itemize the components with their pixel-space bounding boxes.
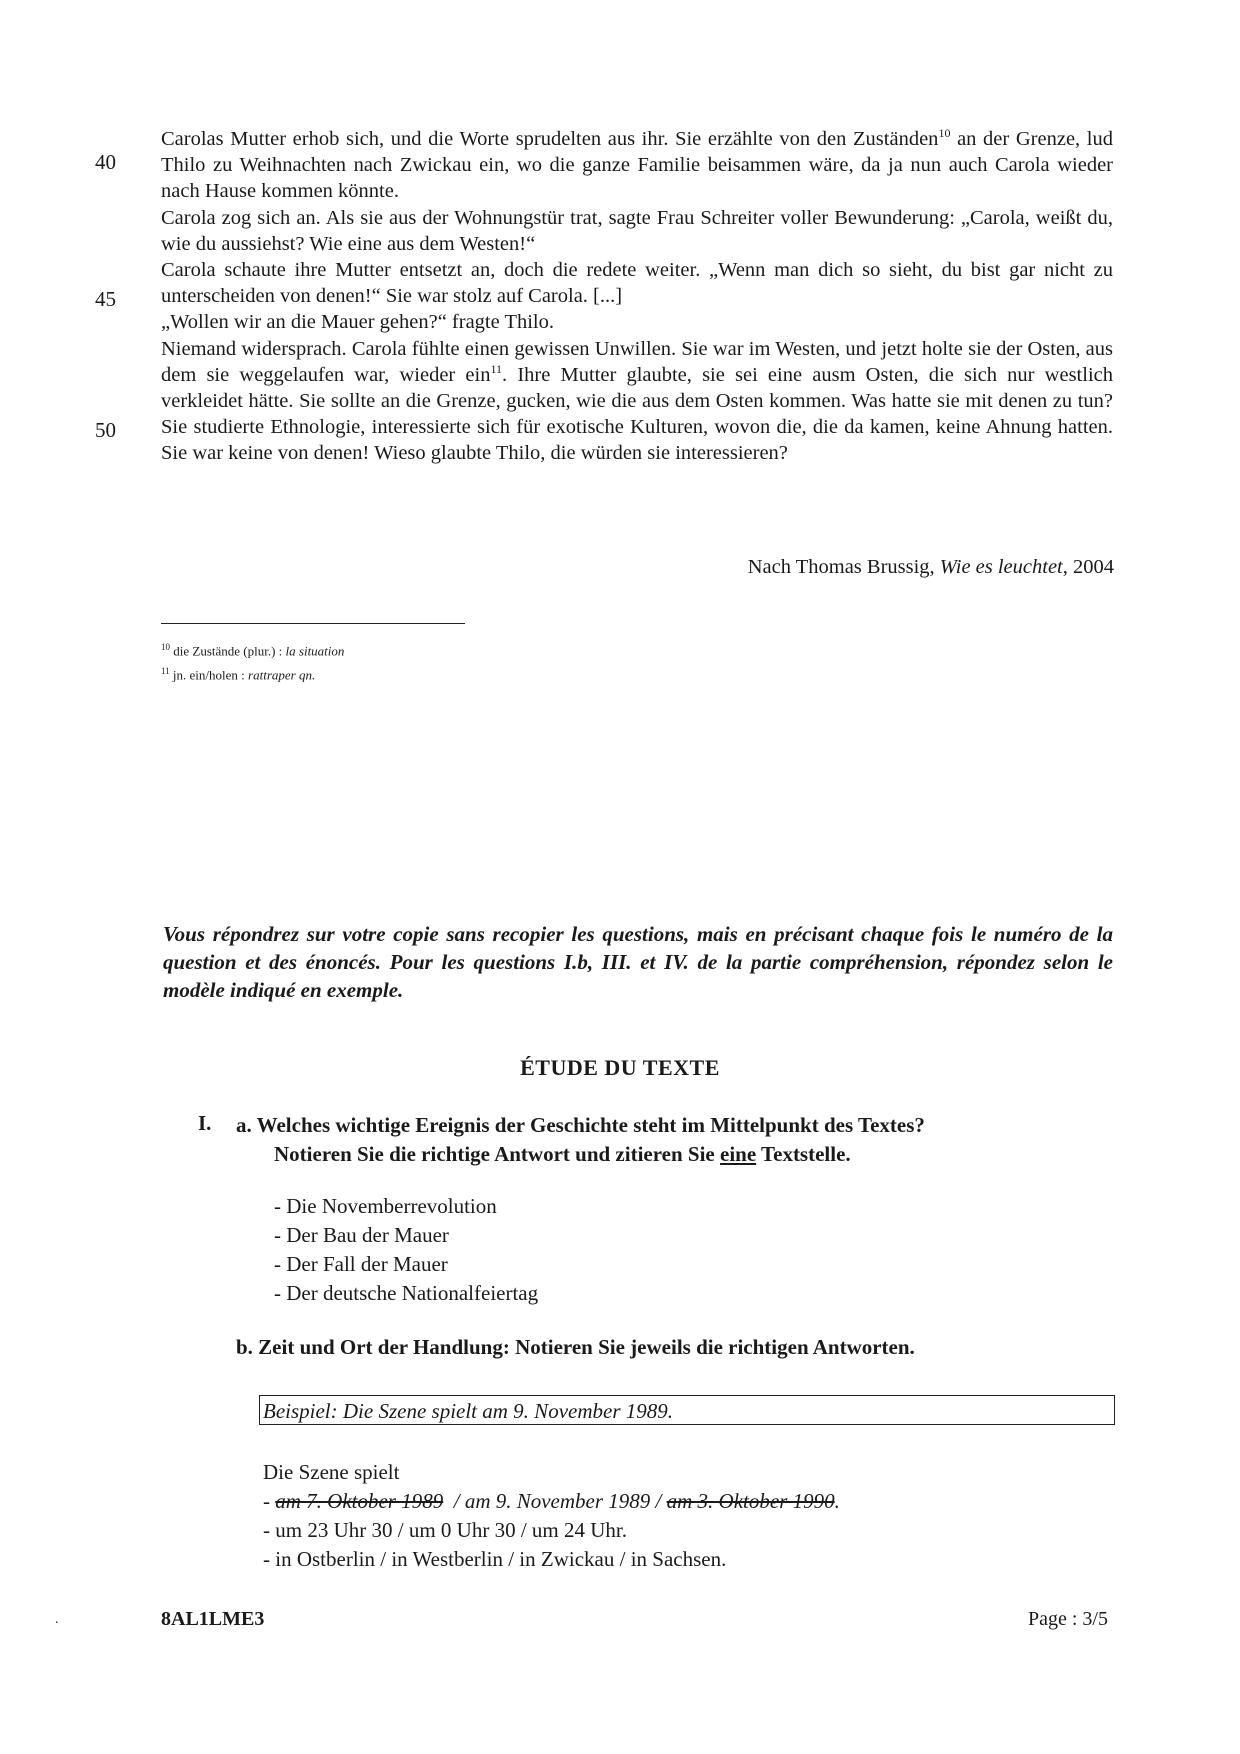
list-item: - Der Bau der Mauer (274, 1223, 449, 1247)
answer-place: - in Ostberlin / in Westberlin / in Zwickau / in Sachsen. (263, 1547, 727, 1571)
footnote-item: $^{11}$ jn. ein/holen : rattraper qn. (161, 666, 316, 683)
line-number: 50 (95, 418, 116, 442)
footnote-divider (161, 623, 465, 624)
footer-mark: . (55, 1612, 59, 1627)
emphasis-underline: eine (720, 1142, 757, 1166)
line-number: 40 (95, 150, 116, 174)
answer-options (274, 1192, 538, 1308)
struck-option: am 7. Oktober 1989 (275, 1489, 444, 1513)
list-item: - Der deutsche Nationalfeiertag (274, 1281, 539, 1305)
passage-paragraph: Carola zog sich an. Als sie aus der Wohnungstür trat, sagte Frau Schreiter voller Bewunderung: „Carola, weißt du, wie du aussiehst? Wie eine aus dem Westen!“ (161, 206, 1113, 255)
answer-time: - um 23 Uhr 30 / um 0 Uhr 30 / um 24 Uhr. (263, 1518, 627, 1542)
question-number: I. (198, 1111, 212, 1135)
book-title: Wie es leuchtet (939, 556, 1063, 578)
list-item: - Die Novemberrevolution (274, 1194, 497, 1218)
footnotes (161, 637, 344, 686)
footnote-ref: 11 (490, 362, 503, 376)
question-Ib: b. Zeit und Ort der Handlung: Notieren Sie jeweils die richtigen Antworten. (236, 1335, 915, 1359)
list-item: - Der Fall der Mauer (274, 1252, 448, 1276)
passage-paragraph: „Wollen wir an die Mauer gehen?“ fragte Thilo. (161, 311, 555, 334)
passage-paragraph: Carolas Mutter erhob sich, und die Worte sprudelten aus ihr. Sie erzählte von den Zuständen$^{10}$ an der Grenze, lud Thilo zu Weihnachten nach Zwickau ein, wo die ganze Familie beisammen wäre, da ja nun auch Carola wieder nach Hause kommen könnte. (161, 126, 1114, 203)
reading-passage (161, 126, 1113, 467)
passage-paragraph: Niemand widersprach. Carola fühlte einen gewissen Unwillen. Sie war im Westen, und jetzt holte sie der Osten, aus dem sie weggelaufen war, wieder ein$^{11}$. Ihre Mutter glaubte, sie sei eine ausm Osten, die sich nur westlich verkleidet hätte. Sie sollte an die Grenze, gucken, wie die aus dem Osten kommen. Was hatte sie mit denen zu tun? Sie studierte Ethnologie, interessierte sich für exotische Kulturen, wovon die, die da kamen, keine Ahnung hatten. Sie war keine von denen! Wieso glaubte Thilo, die würden sie interessieren? (161, 337, 1113, 465)
page-number: Page : 3/5 (1028, 1608, 1108, 1630)
source-attribution: Nach Thomas Brussig, Wie es leuchtet, 2004 (747, 556, 1114, 578)
section-title: ÉTUDE DU TEXTE (520, 1055, 720, 1080)
footnote-ref: 10 (938, 126, 951, 141)
exam-code: 8AL1LME3 (161, 1608, 265, 1630)
passage-paragraph: Carola schaute ihre Mutter entsetzt an, doch die redete weiter. „Wenn man dich so sieht, du bist gar nicht zu unterscheiden von denen!“ Sie war stolz auf Carola. [...] (161, 259, 1113, 308)
exam-instructions: Vous répondrez sur votre copie sans recopier les questions, mais en précisant chaque fois le numéro de la question et des énoncés. Pour les questions I.b, III. et IV. de la partie compréhension, répondez selon le modèle indiqué en exemple. (163, 922, 1113, 1002)
line-number: 45 (95, 287, 116, 311)
question-Ia: a. Welches wichtige Ereignis der Geschichte steht im Mittelpunkt des Textes? Notieren Sie die richtige Antwort und zitieren Sie eine Textstelle. (236, 1113, 925, 1166)
example-box: Beispiel: Die Szene spielt am 9. November 1989. (259, 1395, 1115, 1425)
struck-option: am 3. Oktober 1990 (666, 1489, 835, 1513)
example-answers (263, 1458, 840, 1574)
answer-dates: - am 7. Oktober 1989 / am 9. November 1989 / am 3. Oktober 1990. (263, 1489, 840, 1513)
answer-intro: Die Szene spielt (263, 1460, 400, 1484)
footnote-item: $^{10}$ die Zustände (plur.) : la situation (161, 642, 345, 659)
